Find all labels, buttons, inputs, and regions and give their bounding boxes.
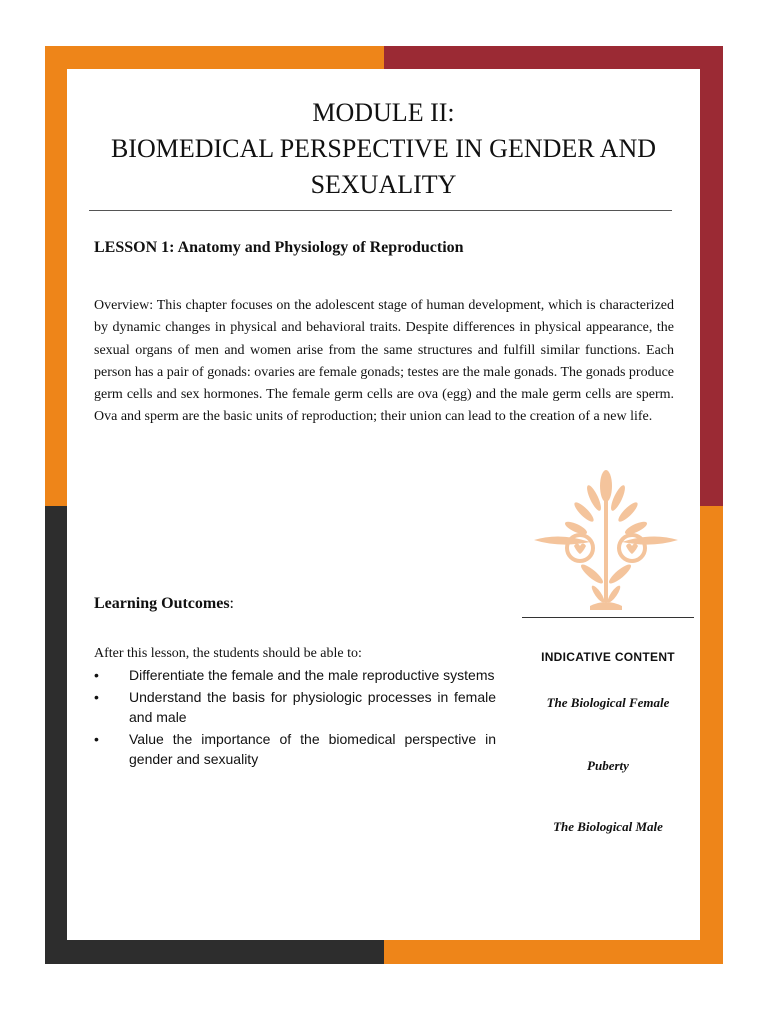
module-title-line-2: BIOMEDICAL PERSPECTIVE IN GENDER AND [110,134,657,163]
indicative-divider [522,617,694,618]
list-item: • Understand the basis for physiologic processes in female and male [94,687,496,727]
indicative-content-heading: INDICATIVE CONTENT [541,650,675,664]
learning-outcomes-colon: : [229,595,234,612]
indicative-item-puberty: Puberty [587,758,629,773]
lesson-title: Anatomy and Physiology of Reproduction [177,239,464,256]
outcomes-intro: After this lesson, the students should be able to: [94,646,362,661]
module-title-line-1: MODULE II: [312,98,455,127]
indicative-item-biological-male: The Biological Male [553,819,663,834]
floral-ornament-icon [530,470,682,610]
list-item: • Value the importance of the biomedical perspective in gender and sexuality [94,729,496,769]
learning-outcomes-heading [94,595,234,613]
lesson-label: LESSON 1 [94,239,170,256]
overview-paragraph: Overview: This chapter focuses on the adolescent stage of human development, which is characterized by dynamic changes in physical and behavioral traits. Despite differences in physical appearance, the sexual organs of men and women arise from the same structures and fulfill similar functions. Each person has a pair of gonads: ovaries are female gonads; testes are the male gonads. The gonads produce germ cells and sex hormones. The female germ cells are ova (egg) and the male germ cells are sperm. Ova and sperm are the basic units of reproduction; their union can lead to the creation of a new life. [94,298,674,425]
learning-outcomes-label: Learning Outcomes [94,595,230,612]
lesson-separator: : [169,239,175,256]
lesson-heading [94,239,464,257]
content-page [67,69,700,940]
module-title-line-3: SEXUALITY [310,170,457,199]
list-item: • Differentiate the female and the male reproductive systems [94,665,496,685]
title-divider [89,210,672,211]
indicative-item-biological-female: The Biological Female [546,695,670,710]
outcomes-list [94,665,496,771]
